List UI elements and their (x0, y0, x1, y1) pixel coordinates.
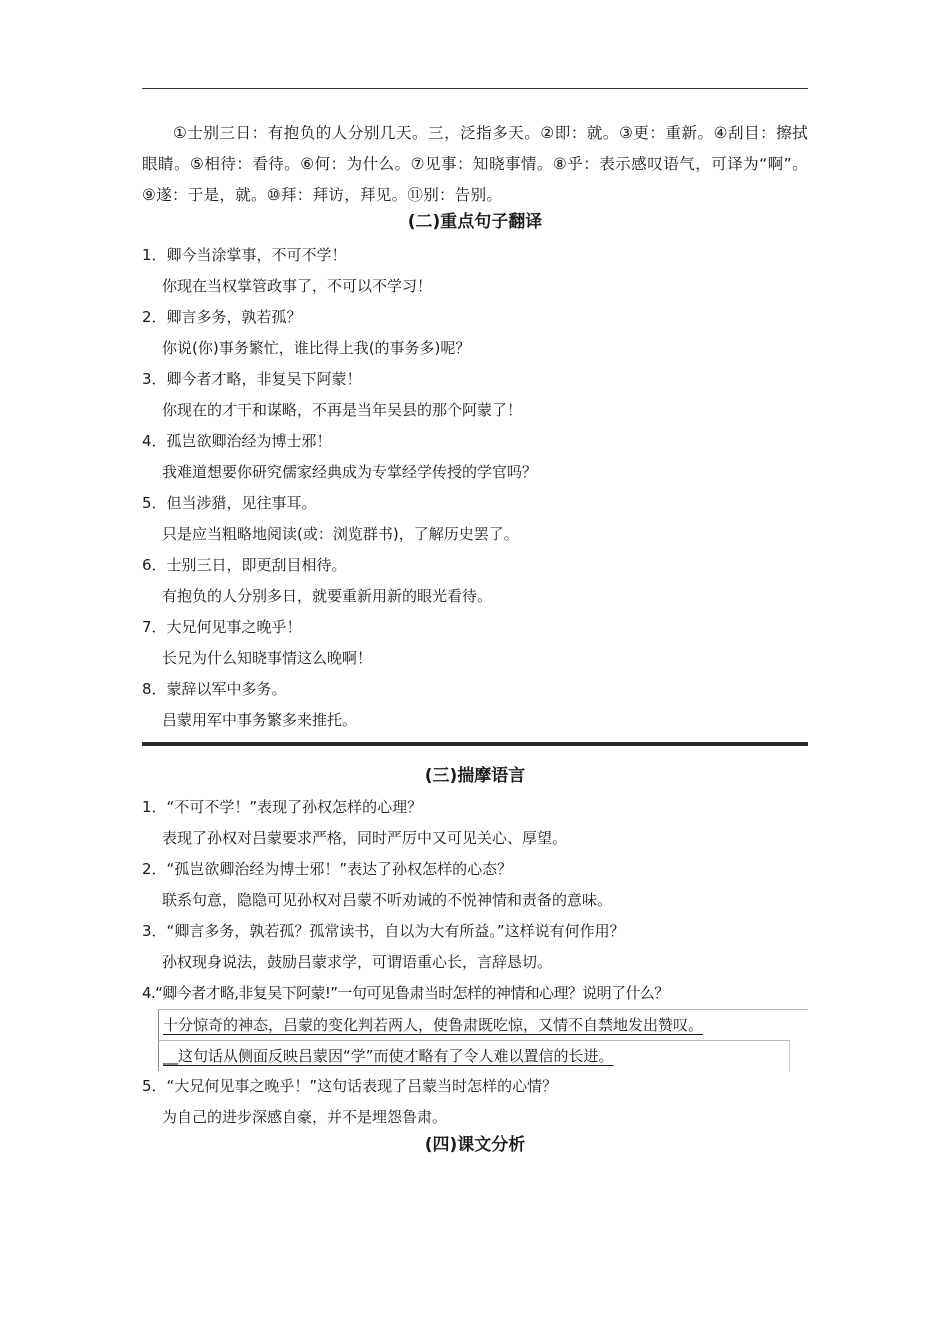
section-4-title: (四)课文分析 (424, 1135, 526, 1155)
question: 2．“孤岂欲卿治经为博士邪！”表达了孙权怎样的心态？ (142, 860, 513, 878)
annotation-notes: ①士别三日：有抱负的人分别几天。三，泛指多天。②即：就。③更：重新。④刮目：擦拭眼睛。⑤相待：看待。⑥何：为什么。⑦见事：知晓事情。⑧乎：表示感叹语气，可译为“啊”。⑨遂：于是，就。⑩拜：拜访，拜见。⑪别：告别。 (142, 124, 808, 204)
list-item (142, 612, 808, 674)
list-item (142, 426, 808, 488)
question: 5．“大兄何见事之晚乎！”这句话表现了吕蒙当时怎样的心情？ (142, 1077, 558, 1095)
section-3-list (142, 792, 808, 1133)
list-item (142, 792, 808, 854)
question: 8．蒙辞以军中多务。 (142, 680, 287, 698)
question: 3．卿今者才略，非复吴下阿蒙！ (142, 370, 362, 388)
answer: 有抱负的人分别多日，就要重新用新的眼光看待。 (162, 587, 493, 605)
list-item (142, 916, 808, 978)
question: 4.“卿今者才略,非复吴下阿蒙!”一句可见鲁肃当时怎样的神情和心理？说明了什么？ (142, 984, 669, 1002)
answer: 孙权现身说法，鼓励吕蒙求学，可谓语重心长，言辞恳切。 (162, 953, 553, 971)
answer: 联系句意，隐隐可见孙权对吕蒙不听劝诫的不悦神情和责备的意味。 (162, 891, 613, 909)
answer: 十分惊奇的神态，吕蒙的变化判若两人，使鲁肃既吃惊，又情不自禁地发出赞叹。 (163, 1016, 704, 1034)
list-item (142, 854, 808, 916)
answer: 你现在当权掌管政事了，不可以不学习！ (162, 277, 433, 295)
answer: __这句话从侧面反映吕蒙因“学”而使才略有了令人难以置信的长进。 (163, 1047, 614, 1065)
answer-box-line-2 (158, 1040, 790, 1071)
question: 2．卿言多务，孰若孤？ (142, 308, 302, 326)
question: 3．“卿言多务，孰若孤？孤常读书，自以为大有所益。”这样说有何作用？ (142, 922, 625, 940)
answer: 为自己的进步深感自豪，并不是埋怨鲁肃。 (162, 1108, 448, 1126)
list-item (142, 364, 808, 426)
answer: 长兄为什么知晓事情这么晚啊！ (162, 649, 373, 667)
question: 4．孤岂欲卿治经为博士邪！ (142, 432, 332, 450)
list-item (142, 488, 808, 550)
section-2-list (142, 240, 808, 736)
question: 5．但当涉猎，见往事耳。 (142, 494, 317, 512)
answer: 表现了孙权对吕蒙要求严格，同时严厉中又可见关心、厚望。 (162, 829, 568, 847)
answer: 你现在的才干和谋略，不再是当年吴县的那个阿蒙了！ (162, 401, 523, 419)
question: 7．大兄何见事之晚乎！ (142, 618, 302, 636)
header-rule (142, 88, 808, 89)
section-divider (142, 742, 808, 746)
question: 1．卿今当涂掌事，不可不学！ (142, 246, 347, 264)
question: 1．“不可不学！”表现了孙权怎样的心理？ (142, 798, 423, 816)
question: 6．士别三日，即更刮目相待。 (142, 556, 347, 574)
list-item (142, 240, 808, 302)
list-item (142, 302, 808, 364)
section-3-title: (三)揣摩语言 (424, 766, 526, 786)
answer-box-line-1 (158, 1009, 808, 1040)
answer: 只是应当粗略地阅读(或：浏览群书)，了解历史罢了。 (162, 525, 519, 543)
list-item (142, 978, 808, 1071)
list-item (142, 1071, 808, 1133)
section-2-title: (二)重点句子翻译 (407, 212, 543, 232)
list-item (142, 674, 808, 736)
answer: 我难道想要你研究儒家经典成为专掌经学传授的学官吗？ (162, 463, 538, 481)
answer: 吕蒙用军中事务繁多来推托。 (162, 711, 358, 729)
list-item (142, 550, 808, 612)
page-content (142, 118, 808, 1159)
answer: 你说(你)事务繁忙，谁比得上我(的事务多)呢？ (162, 339, 471, 357)
